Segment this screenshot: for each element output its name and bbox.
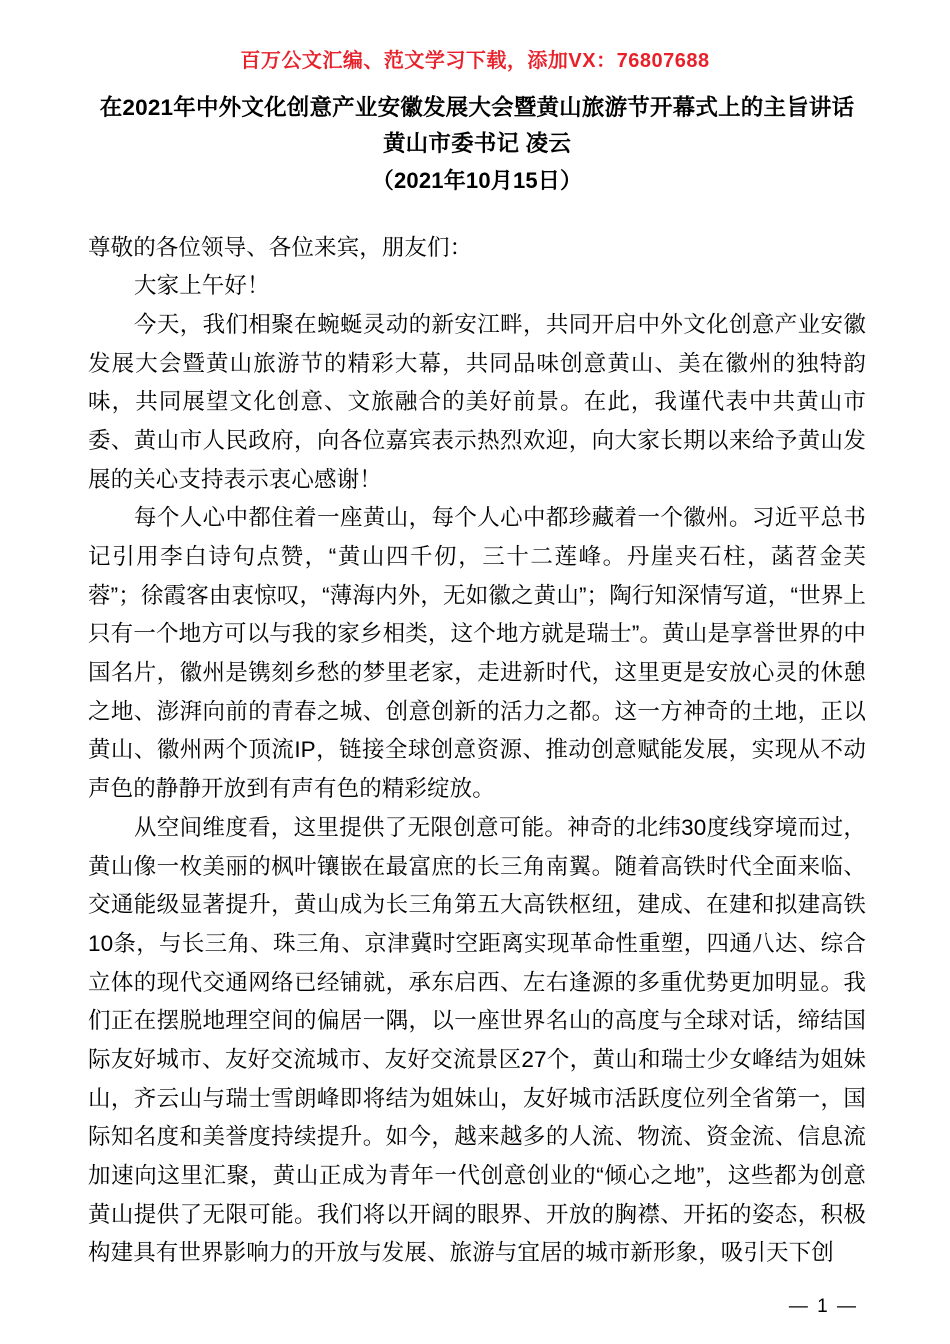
- page-number: — 1 —: [788, 1296, 858, 1317]
- title-line-main: 在2021年中外文化创意产业安徽发展大会暨黄山旅游节开幕式上的主旨讲话: [99, 95, 855, 120]
- paragraph-greeting: 大家上午好！: [134, 273, 270, 299]
- document-paragraphs: [88, 229, 866, 1274]
- document-title: [88, 90, 866, 199]
- title-line-date: （2021年10月15日）: [371, 167, 583, 193]
- paragraph-body-2: 每个人心中都住着一座黄山，每个人心中都珍藏着一个徽州。习近平总书记引用李白诗句点赞，“黄山四千仞，三十二莲峰。丹崖夹石柱，菡苕金芙蓉”；徐霞客由衷惊叹，“薄海内外，无如徽之黄山”；陶行知深情写道，“世界上只有一个地方可以与我的家乡相类，这个地方就是瑞士”。黄山是享誉世界的中国名片，徽州是镌刻乡愁的梦里老家，走进新时代，这里更是安放心灵的休憩之地、澎湃向前的青春之城、创意创新的活力之都。这一方神奇的土地，正以黄山、徽州两个顶流IP，链接全球创意资源、推动创意赋能发展，实现从不动声色的静静开放到有声有色的精彩绽放。: [88, 505, 866, 802]
- promo-watermark: 百万公文汇编、范文学习下载，添加VX：76807688: [240, 50, 710, 72]
- paragraph-body-3: 从空间维度看，这里提供了无限创意可能。神奇的北纬30度线穿境而过，黄山像一枚美丽的枫叶镶嵌在最富庶的长三角南翼。随着高铁时代全面来临、交通能级显著提升，黄山成为长三角第五大高铁枢纽，建成、在建和拟建高铁10条，与长三角、珠三角、京津冀时空距离实现革命性重塑，四通八达、综合立体的现代交通网络已经铺就，承东启西、左右逢源的多重优势更加明显。我们正在摆脱地理空间的偏居一隅，以一座世界名山的高度与全球对话，缔结国际友好城市、友好交流城市、友好交流景区27个，黄山和瑞士少女峰结为姐妹山，齐云山与瑞士雪朗峰即将结为姐妹山，友好城市活跃度位列全省第一，国际知名度和美誉度持续提升。如今，越来越多的人流、物流、资金流、信息流加速向这里汇聚，黄山正成为青年一代创意创业的“倾心之地”，这些都为创意黄山提供了无限可能。我们将以开阔的眼界、开放的胸襟、开拓的姿态，积极构建具有世界影响力的开放与发展、旅游与宜居的城市新形象，吸引天下创: [88, 814, 866, 1266]
- paragraph-body-1: 今天，我们相聚在蜿蜒灵动的新安江畔，共同开启中外文化创意产业安徽发展大会暨黄山旅游节的精彩大幕，共同品味创意黄山、美在徽州的独特韵味，共同展望文化创意、文旅融合的美好前景。在此，我谨代表中共黄山市委、黄山市人民政府，向各位嘉宾表示热烈欢迎，向大家长期以来给予黄山发展的关心支持表示衷心感谢！: [88, 311, 866, 492]
- document-content: [88, 90, 866, 1273]
- title-line-author: 黄山市委书记 凌云: [382, 131, 572, 157]
- paragraph-salutation: 尊敬的各位领导、各位来宾，朋友们：: [88, 234, 473, 260]
